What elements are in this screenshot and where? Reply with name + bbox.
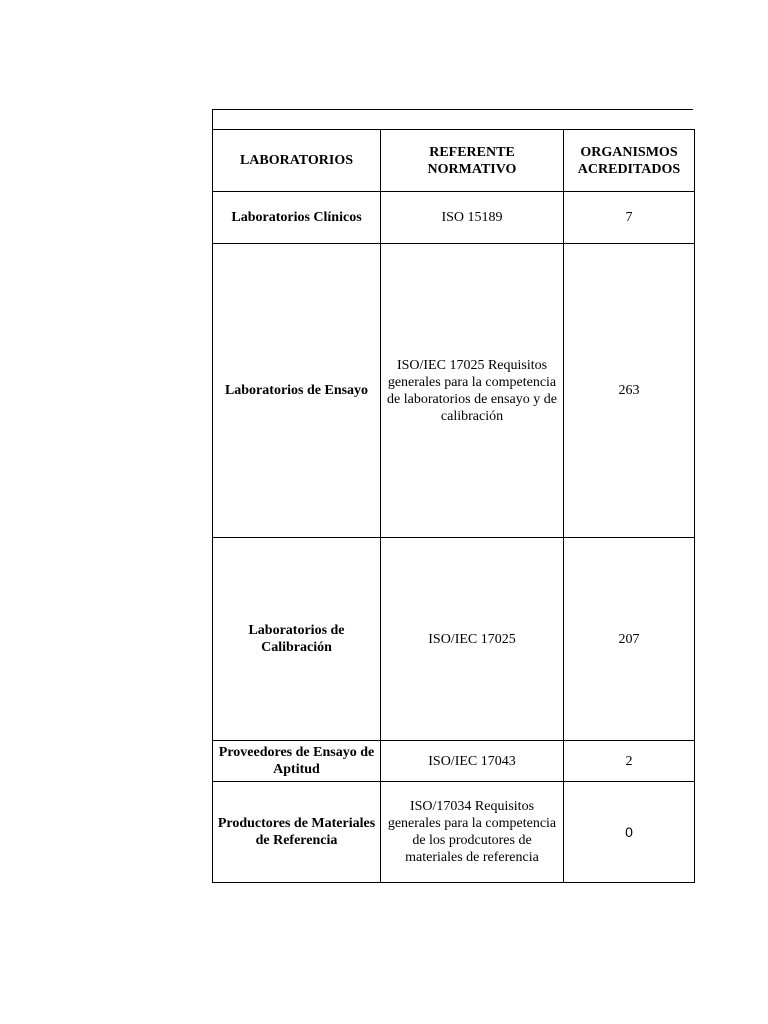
table-row xyxy=(213,192,695,244)
table-header-row xyxy=(213,130,695,192)
cell-referente: ISO 15189 xyxy=(381,192,564,244)
table-row xyxy=(213,244,695,538)
header-laboratorios: LABORATORIOS xyxy=(213,130,381,192)
cell-referente: ISO/IEC 17025 xyxy=(381,538,564,741)
cell-organismos: 263 xyxy=(564,244,695,538)
cell-organismos: 7 xyxy=(564,192,695,244)
cell-organismos: 0 xyxy=(564,782,695,883)
accreditation-table xyxy=(212,129,695,883)
table-row xyxy=(213,538,695,741)
table-row xyxy=(213,741,695,782)
cell-laboratorio: Laboratorios de Calibración xyxy=(213,538,381,741)
cell-referente: ISO/IEC 17043 xyxy=(381,741,564,782)
header-referente-normativo: REFERENTE NORMATIVO xyxy=(381,130,564,192)
cell-referente: ISO/17034 Requisitos generales para la competencia de los prodcutores de materiales de referencia xyxy=(381,782,564,883)
cell-laboratorio: Proveedores de Ensayo de Aptitud xyxy=(213,741,381,782)
cell-laboratorio: Laboratorios Clínicos xyxy=(213,192,381,244)
cell-referente: ISO/IEC 17025 Requisitos generales para la competencia de laboratorios de ensayo y de calibración xyxy=(381,244,564,538)
table-top-border xyxy=(212,109,693,130)
cell-organismos: 207 xyxy=(564,538,695,741)
table-row xyxy=(213,782,695,883)
cell-laboratorio: Laboratorios de Ensayo xyxy=(213,244,381,538)
cell-laboratorio: Productores de Materiales de Referencia xyxy=(213,782,381,883)
header-organismos-acreditados: ORGANISMOS ACREDITADOS xyxy=(564,130,695,192)
cell-organismos: 2 xyxy=(564,741,695,782)
